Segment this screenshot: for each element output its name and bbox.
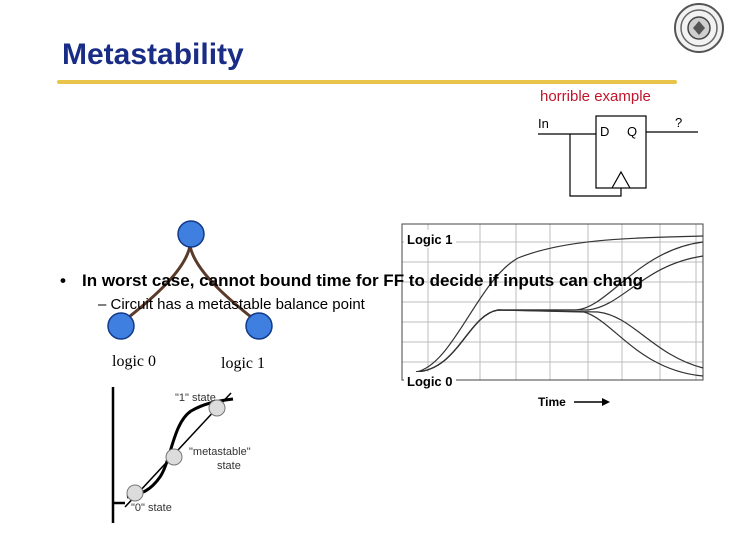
metastable-point [166, 449, 182, 465]
flip-flop-diagram [530, 110, 700, 205]
logic-one-label: Logic 1 [407, 232, 453, 247]
metastable-ball [178, 221, 204, 247]
metastability-timing-plot [398, 220, 708, 412]
zero-state-point [127, 485, 143, 501]
ff-d-label: D [600, 124, 610, 139]
university-seal-icon [673, 2, 725, 54]
time-arrow-icon [602, 398, 610, 406]
main-bullet: • In worst case, cannot bound time for FF to decide if inputs can chang [60, 271, 644, 290]
ff-output-label: ? [675, 115, 683, 130]
metastable-state-label-2: state [217, 460, 241, 472]
time-axis-label: Time [538, 395, 566, 409]
sub-bullet: – Circuit has a metastable balance point [98, 296, 365, 313]
example-caption: horrible example [540, 88, 651, 105]
one-state-label: "1" state [175, 392, 216, 404]
logic-one-caption: logic 1 [221, 355, 265, 372]
logic-zero-caption: logic 0 [112, 353, 156, 370]
clock-triangle [612, 172, 630, 188]
logic-one-ball [246, 313, 272, 339]
zero-state-label: "0" state [131, 502, 172, 514]
logic-zero-label: Logic 0 [407, 374, 453, 389]
page-title: Metastability [62, 38, 244, 71]
sub-bullet-text: Circuit has a metastable balance point [110, 296, 365, 313]
metastable-state-label: "metastable" [189, 446, 251, 458]
logic-zero-ball [108, 313, 134, 339]
ff-input-label: In [538, 116, 549, 131]
main-bullet-text: In worst case, cannot bound time for FF to decide if inputs can chang [82, 271, 644, 290]
ff-q-label: Q [627, 124, 638, 139]
title-divider [57, 80, 677, 84]
transfer-characteristic-plot [105, 385, 305, 535]
